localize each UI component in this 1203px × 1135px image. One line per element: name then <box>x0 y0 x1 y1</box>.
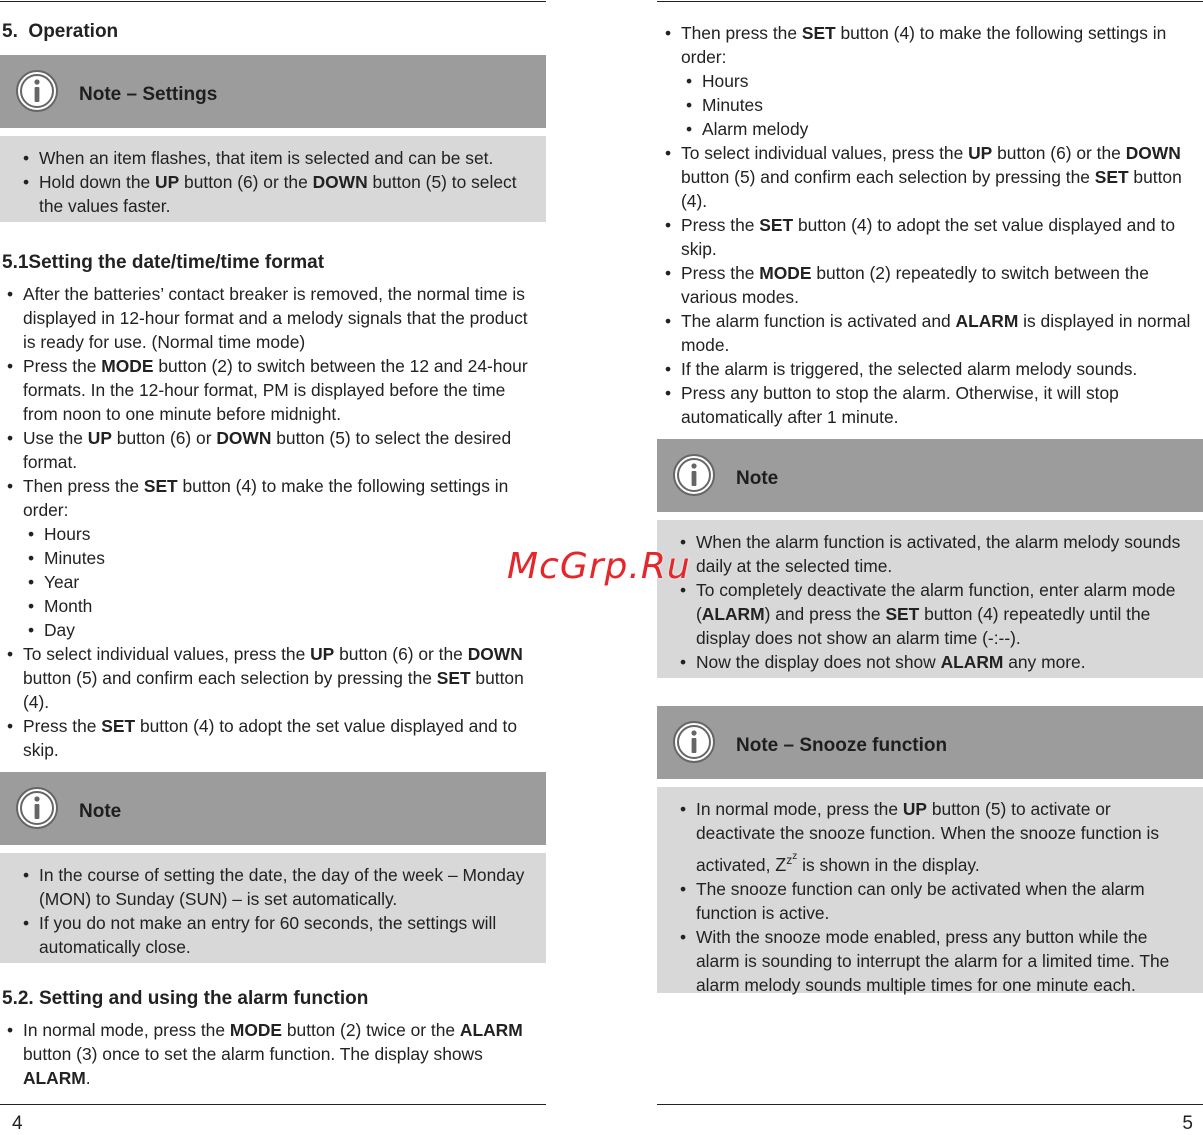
alarm-steps-list <box>681 21 1197 429</box>
note-title: Note <box>79 801 122 822</box>
snooze-zzz-icon: $Z^{z^z}$ <box>775 851 798 875</box>
info-circle-icon <box>15 69 59 113</box>
section-5-1-list <box>23 282 538 762</box>
top-rule <box>657 1 1203 2</box>
section-number: 5.2. <box>2 988 34 1009</box>
list-item: • When the alarm function is activated, the alarm melody sounds daily at the selected time. <box>696 530 1193 578</box>
list-item: • After the batteries’ contact breaker is removed, the normal time is displayed in 12-hour format and a melody signals that the product is ready for use. (Normal time mode) <box>23 282 538 354</box>
list-item: • The alarm function is activated and ALARM is displayed in normal mode. <box>681 309 1197 357</box>
section-number: 5.1 <box>2 252 29 273</box>
bottom-rule <box>0 1104 546 1105</box>
list-item: • To completely deactivate the alarm function, enter alarm mode (ALARM) and press the SET button (4) repeatedly until the display does not show an alarm time (-:--). <box>696 578 1193 650</box>
note-list <box>696 530 1193 674</box>
section-number: 5. <box>2 21 18 42</box>
list-item: • Press the SET button (4) to adopt the set value displayed and to skip. <box>681 213 1197 261</box>
list-item: • Press the SET button (4) to adopt the set value displayed and to skip. <box>23 714 538 762</box>
settings-order-sublist <box>23 522 538 642</box>
note-header <box>0 772 546 845</box>
section-title: Setting and using the alarm function <box>38 988 369 1009</box>
list-item: • Press the MODE button (2) repeatedly to switch between the various modes. <box>681 261 1197 309</box>
info-circle-icon <box>672 720 716 764</box>
settings-order-sublist <box>681 69 1197 141</box>
note-body <box>657 520 1203 678</box>
watermark: McGrp.Ru <box>507 546 691 587</box>
page-number: 4 <box>12 1113 23 1134</box>
sub-list-item: • Year <box>44 570 538 594</box>
section-5-1-heading <box>2 252 324 274</box>
list-item: • Press the MODE button (2) to switch between the 12 and 24-hour formats. In the 12-hour format, PM is displayed before the time from noon to one minute before midnight. <box>23 354 538 426</box>
list-item: • Hold down the UP button (6) or the DOWN button (5) to select the values faster. <box>39 170 536 218</box>
left-page <box>0 0 546 1133</box>
section-title: Setting the date/time/time format <box>28 252 325 273</box>
right-page <box>657 0 1203 1133</box>
sub-list-item: • Month <box>44 594 538 618</box>
list-item: • When an item flashes, that item is selected and can be set. <box>39 146 536 170</box>
section-5-2-heading <box>2 988 368 1010</box>
page-number: 5 <box>1182 1113 1193 1134</box>
note-list <box>39 863 536 959</box>
list-item: • In the course of setting the date, the day of the week – Monday (MON) to Sunday (SUN) – is set automatically. <box>39 863 536 911</box>
note-title: Note <box>736 468 779 489</box>
note-title: Note – Settings <box>79 84 218 105</box>
note-settings-list <box>39 146 536 218</box>
list-item: • If you do not make an entry for 60 seconds, the settings will automatically close. <box>39 911 536 959</box>
note-header <box>657 439 1203 512</box>
list-item: • Then press the SET button (4) to make the following settings in order: • Hours • Minutes • Alarm melody <box>681 21 1197 141</box>
list-item: • To select individual values, press the UP button (6) or the DOWN button (5) and confirm each selection by pressing the SET button (4). <box>681 141 1197 213</box>
bottom-rule <box>657 1104 1203 1105</box>
info-circle-icon <box>672 453 716 497</box>
note-snooze-body <box>657 787 1203 993</box>
info-circle-icon <box>15 786 59 830</box>
sub-list-item: • Hours <box>702 69 1197 93</box>
sub-list-item: • Alarm melody <box>702 117 1197 141</box>
list-item: • If the alarm is triggered, the selected alarm melody sounds. <box>681 357 1197 381</box>
sub-list-item: • Hours <box>44 522 538 546</box>
list-item: • With the snooze mode enabled, press any button while the alarm is sounding to interrupt the alarm for a limited time. The alarm melody sounds multiple times for one minute each. <box>696 925 1193 997</box>
list-item: • Press any button to stop the alarm. Otherwise, it will stop automatically after 1 minute. <box>681 381 1197 429</box>
list-item: • To select individual values, press the UP button (6) or the DOWN button (5) and confirm each selection by pressing the SET button (4). <box>23 642 538 714</box>
list-item: • In normal mode, press the MODE button (2) twice or the ALARM button (3) once to set the alarm function. The display shows ALARM. <box>23 1018 545 1090</box>
list-item: • Now the display does not show ALARM any more. <box>696 650 1193 674</box>
sub-list-item: • Minutes <box>702 93 1197 117</box>
section-5-heading <box>2 21 118 43</box>
list-item: • Then press the SET button (4) to make the following settings in order: • Hours • Minutes • Year • Month • Day <box>23 474 538 642</box>
list-item: • Use the UP button (6) or DOWN button (5) to select the desired format. <box>23 426 538 474</box>
list-item: • In normal mode, press the UP button (5) to activate or deactivate the snooze function. When the snooze function is activated, $Z^{z^z}$ is shown in the display. <box>696 797 1193 877</box>
note-body <box>0 853 546 963</box>
note-settings-header <box>0 55 546 128</box>
note-title: Note – Snooze function <box>736 735 948 756</box>
list-item: • The snooze function can only be activated when the alarm function is active. <box>696 877 1193 925</box>
sub-list-item: • Day <box>44 618 538 642</box>
section-title: Operation <box>28 21 119 42</box>
note-settings-body <box>0 136 546 222</box>
top-rule <box>0 1 546 2</box>
section-5-2-list <box>23 1018 545 1090</box>
note-snooze-list <box>696 797 1193 997</box>
note-snooze-header <box>657 706 1203 779</box>
sub-list-item: • Minutes <box>44 546 538 570</box>
